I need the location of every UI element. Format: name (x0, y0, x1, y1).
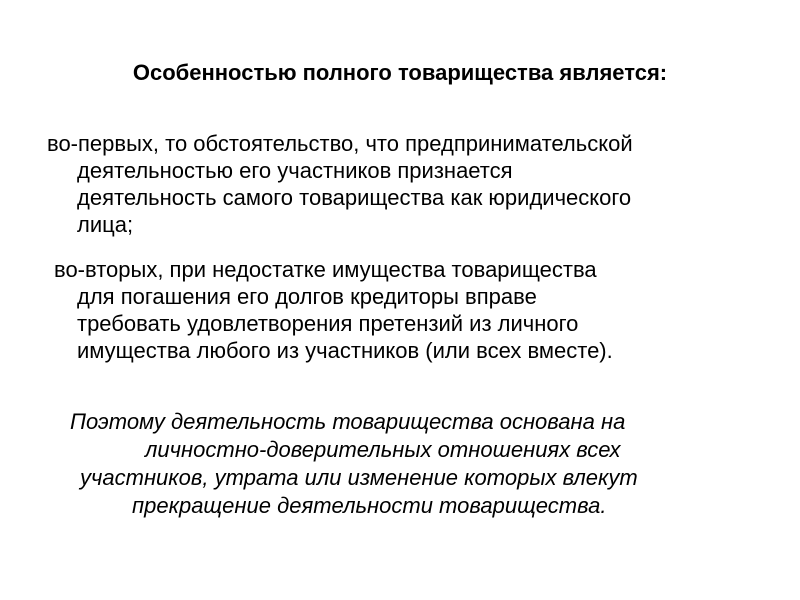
conclusion-line: прекращение деятельности товарищества. (132, 493, 607, 518)
conclusion-line: личностно-доверительных отношениях всех (145, 437, 621, 462)
paragraph-line: имущества любого из участников (или всех вместе). (77, 338, 613, 363)
paragraph-second (54, 256, 613, 364)
paragraph-line: во-вторых, при недостатке имущества товарищества (54, 257, 597, 282)
paragraph-line: деятельность самого товарищества как юридического (77, 185, 632, 210)
paragraph-line: во-первых, то обстоятельство, что предпринимательской (47, 131, 633, 156)
paragraph-line: лица; (77, 212, 134, 237)
conclusion-line: участников, утрата или изменение которых влекут (80, 465, 638, 490)
conclusion (0, 408, 800, 520)
paragraph-line: деятельностью его участников признается (77, 158, 513, 183)
slide-title: Особенностью полного товарищества является: (132, 60, 668, 85)
paragraph-first (47, 130, 633, 238)
conclusion-line: Поэтому деятельность товарищества основана на (70, 409, 626, 434)
paragraph-line: для погашения его долгов кредиторы вправе (77, 284, 537, 309)
paragraph-line: требовать удовлетворения претензий из личного (77, 311, 579, 336)
